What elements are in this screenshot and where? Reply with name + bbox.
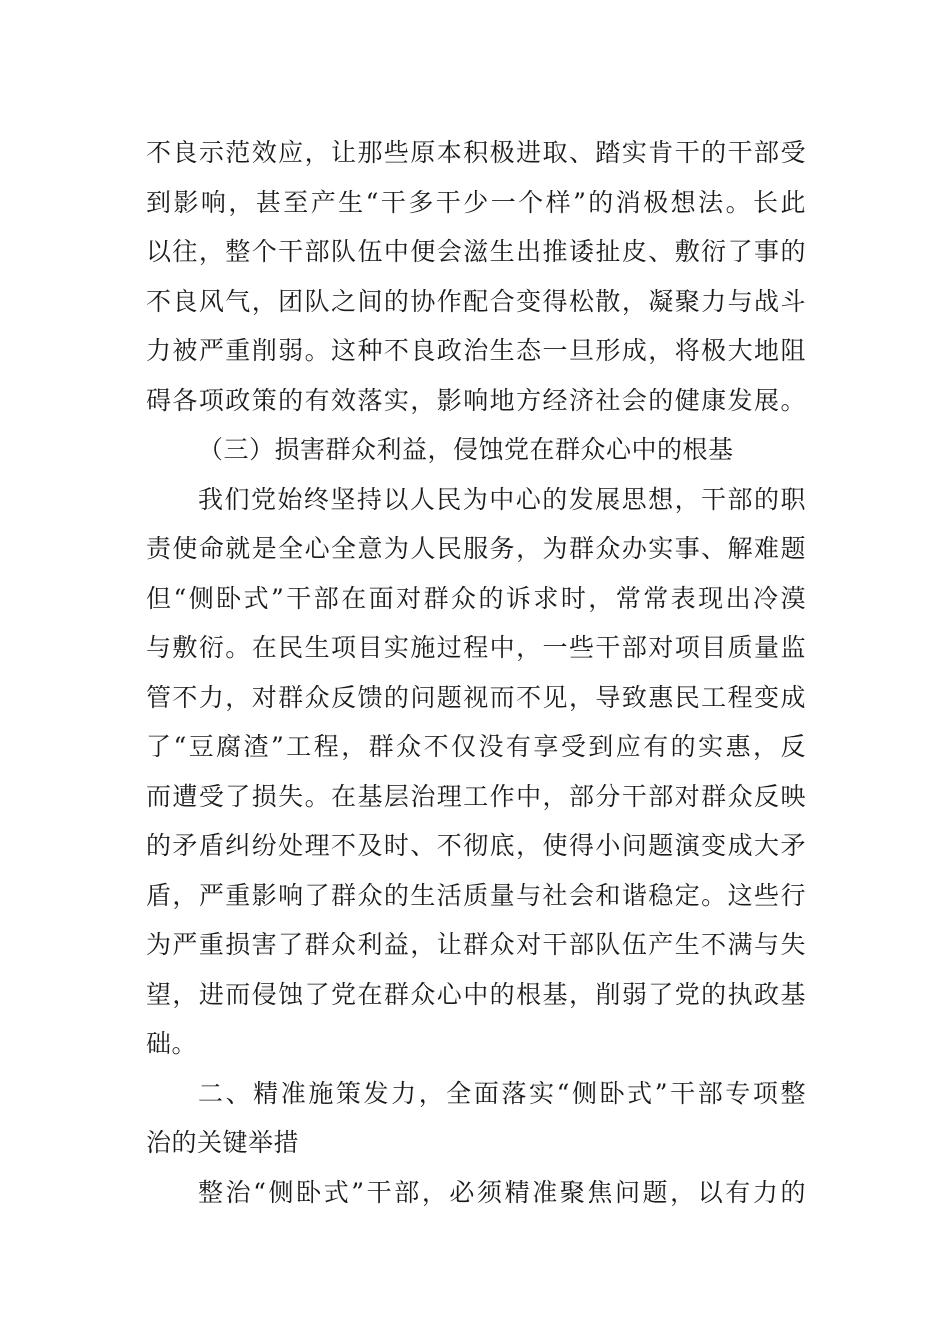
paragraph-line: 碍各项政策的有效落实，影响地方经济社会的健康发展。 xyxy=(146,386,806,415)
section-heading-continued: 治的关键举措 xyxy=(146,1128,300,1157)
section-heading: （三）损害群众利益，侵蚀党在群众心中的根基 xyxy=(198,435,734,464)
paragraph-line: 以往，整个干部队伍中便会滋生出推诿扯皮、敷衍了事的 xyxy=(146,237,806,266)
paragraph-line: 不良风气，团队之间的协作配合变得松散，凝聚力与战斗 xyxy=(146,287,806,316)
paragraph-line: 为严重损害了群众利益，让群众对干部队伍产生不满与失 xyxy=(146,930,806,959)
paragraph-line: 但“侧卧式”干部在面对群众的诉求时，常常表现出冷漠 xyxy=(146,584,806,613)
paragraph-line: 力被严重削弱。这种不良政治生态一旦形成，将极大地阻 xyxy=(146,336,806,365)
paragraph-line: 了“豆腐渣”工程，群众不仅没有享受到应有的实惠，反 xyxy=(146,732,806,761)
paragraph-line: 而遭受了损失。在基层治理工作中，部分干部对群众反映 xyxy=(146,782,806,811)
paragraph-line: 与敷衍。在民生项目实施过程中，一些干部对项目质量监 xyxy=(146,633,806,662)
paragraph-line: 管不力，对群众反馈的问题视而不见，导致惠民工程变成 xyxy=(146,683,806,712)
paragraph-line: 到影响，甚至产生“干多干少一个样”的消极想法。长此 xyxy=(146,188,806,217)
paragraph-line: 整治“侧卧式”干部，必须精准聚焦问题，以有力的 xyxy=(198,1178,806,1207)
paragraph-line: 不良示范效应，让那些原本积极进取、踏实肯干的干部受 xyxy=(146,138,806,167)
paragraph-line: 责使命就是全心全意为人民服务，为群众办实事、解难题 xyxy=(146,534,806,563)
paragraph-line: 盾，严重影响了群众的生活质量与社会和谐稳定。这些行 xyxy=(146,881,806,910)
paragraph-line: 的矛盾纠纷处理不及时、不彻底，使得小问题演变成大矛 xyxy=(146,831,806,860)
paragraph-line: 我们党始终坚持以人民为中心的发展思想，干部的职 xyxy=(198,485,806,514)
paragraph-line: 础。 xyxy=(146,1029,198,1058)
section-heading: 二、精准施策发力，全面落实“侧卧式”干部专项整 xyxy=(198,1079,806,1108)
paragraph-line: 望，进而侵蚀了党在群众心中的根基，削弱了党的执政基 xyxy=(146,980,806,1009)
